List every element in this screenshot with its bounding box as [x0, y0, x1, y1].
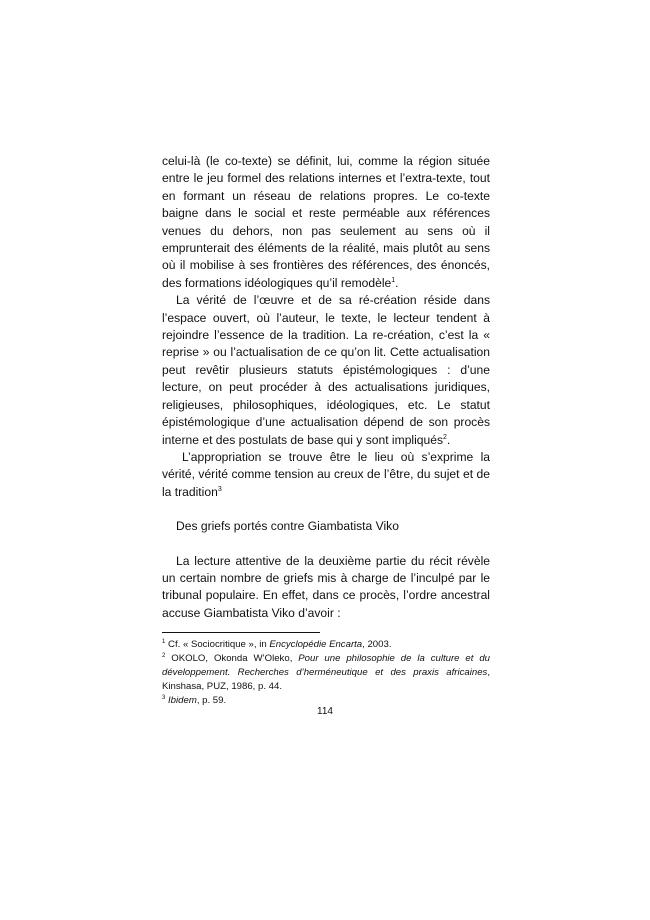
paragraph-1 — [162, 153, 490, 292]
main-text — [162, 153, 490, 622]
footnote-1 — [162, 638, 490, 652]
footnote-1-post: , 2003. — [362, 639, 392, 650]
paragraph-3 — [162, 449, 490, 501]
footnote-2-pre: OKOLO, Okonda W’Oleko, — [171, 653, 299, 664]
paragraph-4: La lecture attentive de la deuxième partie du récit révèle un certain nombre de griefs mis à charge de l’inculpé par le tribunal populaire. En effet, dans ce procès, l’ordre ancestral accuse Giambatista Viko d’avoir : — [162, 553, 490, 620]
footnote-1-title: Encyclopédie Encarta — [269, 639, 363, 650]
footnote-3-title: Ibidem — [168, 695, 197, 706]
footnote-3-number: 3 — [162, 694, 166, 701]
footnote-1-number: 1 — [162, 638, 166, 645]
section-heading: Des griefs portés contre Giambatista Viko — [176, 519, 399, 534]
page-number: 114 — [317, 706, 333, 717]
footnote-2 — [162, 652, 490, 694]
footnote-2-post: , Kinshasa, PUZ, 1986, p. 44. — [162, 667, 490, 692]
footnotes — [162, 638, 490, 708]
footnote-ref-1[interactable]: 1 — [391, 276, 396, 284]
paragraph-2-end: . — [446, 432, 451, 447]
paragraph-2 — [162, 292, 490, 449]
paragraph-1-text: celui-là (le co-texte) se définit, lui, comme la région située entre le jeu formel des relations internes et l’extra-texte, tout en formant un réseau de relations propres. Le co-texte baigne dans le social et reste perméable aux références venues du dehors, non pas seulement au sens où il emprunterait des éléments de la réalité, mais plutôt au sens où il mobilise à ses frontières des références, des énoncés, des formations idéologiques qu’il remodèle — [162, 154, 490, 290]
footnote-ref-2[interactable]: 2 — [443, 433, 447, 441]
paragraph-2-text: La vérité de l’œuvre et de sa ré-création réside dans l’espace ouvert, où l’auteur, le texte, le lecteur tendent à rejoindre l’essence de la tradition. La re-création, c’est la « reprise » ou l’actualisation de ce qu’on lit. Cette actualisation peut revêtir plusieurs statuts épistémologiques : d’une lecture, on peut procéder à des actualisations juridiques, religieuses, philosophiques, idéologiques, etc. Le statut épistémologique d’une actualisation dépend de son procès interne et des postulats de base qui y sont impliqués — [162, 293, 490, 447]
paragraph-1-end: . — [395, 275, 399, 290]
footnote-separator — [162, 632, 320, 633]
footnote-1-pre: Cf. « Sociocritique », in — [168, 639, 270, 650]
footnote-3-post: , p. 59. — [196, 695, 227, 706]
footnote-ref-3[interactable]: 3 — [217, 485, 222, 493]
footnote-2-number: 2 — [162, 652, 166, 659]
footnote-2-title: Pour une philosophie de la culture et du développement. Recherches d’herméneutique et des praxis africaines — [162, 653, 490, 678]
paragraph-3-text: L’appropriation se trouve être le lieu où s’exprime la vérité, vérité comme tension au creux de l’être, du sujet et de la tradition — [162, 449, 490, 499]
